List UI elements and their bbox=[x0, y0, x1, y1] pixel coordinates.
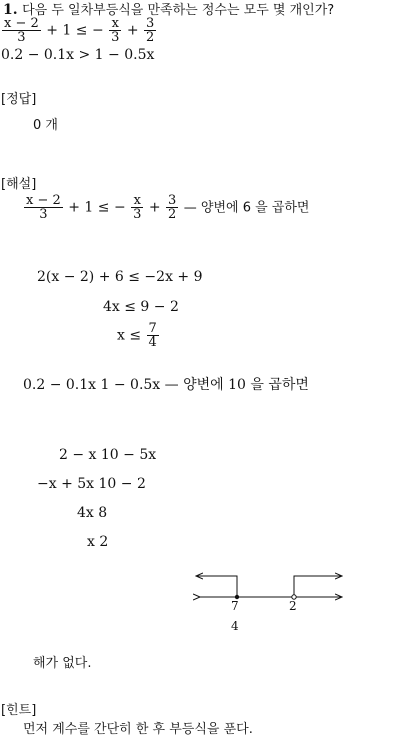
label-7-4 bbox=[231, 600, 239, 633]
fraction bbox=[24, 194, 63, 221]
answer-label: [정답] bbox=[1, 92, 37, 107]
numerator: x bbox=[131, 194, 143, 208]
numerator: x − 2 bbox=[26, 193, 61, 208]
solution-ray-right bbox=[294, 576, 342, 597]
problem-question: 다음 두 일차부등식을 만족하는 정수는 모두 몇 개인가? bbox=[22, 3, 335, 18]
denominator: 3 bbox=[111, 30, 120, 45]
inequality-2: 0.2 − 0.1x > 1 − 0.5x bbox=[1, 47, 155, 63]
solution-ray-left bbox=[196, 576, 237, 597]
operator-text: + bbox=[148, 199, 161, 216]
denominator: 3 bbox=[17, 30, 26, 45]
fraction bbox=[109, 17, 121, 44]
label-2: 2 bbox=[289, 599, 297, 613]
explanation-line-2: 0.2 − 0.1x 1 − 0.5x — 양변에 10 을 곱하면 bbox=[23, 377, 309, 393]
numerator: 7 bbox=[231, 599, 239, 613]
step-3 bbox=[117, 322, 160, 349]
problem-number: 1. bbox=[3, 2, 18, 18]
number-line bbox=[0, 565, 408, 655]
operator-text: + 1 ≤ − bbox=[46, 22, 104, 39]
step-5: −x + 5x 10 − 2 bbox=[37, 476, 146, 492]
denominator: 4 bbox=[231, 619, 239, 633]
operator-text: + bbox=[126, 22, 139, 39]
step-3-lhs: x ≤ bbox=[117, 327, 142, 344]
fraction bbox=[144, 17, 156, 44]
denominator: 3 bbox=[133, 207, 142, 222]
denominator: 3 bbox=[39, 207, 48, 222]
fraction bbox=[166, 194, 178, 221]
denominator: 4 bbox=[148, 335, 157, 350]
inequality-1 bbox=[1, 17, 157, 44]
explanation-label: [해설] bbox=[1, 177, 37, 192]
denominator: 2 bbox=[146, 30, 155, 45]
fraction bbox=[2, 17, 41, 44]
fraction bbox=[147, 322, 159, 349]
numerator: 3 bbox=[146, 16, 155, 31]
step-1: 2(x − 2) + 6 ≤ −2x + 9 bbox=[37, 269, 203, 285]
fraction bbox=[131, 194, 143, 221]
conclusion: 해가 없다. bbox=[33, 656, 92, 671]
denominator: 2 bbox=[168, 207, 177, 222]
numerator: x bbox=[109, 17, 121, 31]
step-6: 4x 8 bbox=[77, 505, 108, 521]
step-2: 4x ≤ 9 − 2 bbox=[103, 299, 179, 315]
explanation-line-1 bbox=[23, 194, 310, 221]
numerator: x − 2 bbox=[4, 16, 39, 31]
hint-text: 먼저 계수를 간단히 한 후 부등식을 푼다. bbox=[23, 722, 253, 737]
step-7: x 2 bbox=[87, 534, 109, 550]
numerator: 7 bbox=[148, 321, 157, 336]
numerator: 3 bbox=[168, 193, 177, 208]
answer-value: 0 개 bbox=[33, 118, 58, 133]
hint-label: [힌트] bbox=[1, 703, 37, 718]
operator-text: + 1 ≤ − bbox=[68, 199, 126, 216]
multiply-note: — 양변에 6 을 곱하면 bbox=[183, 200, 310, 216]
step-4: 2 − x 10 − 5x bbox=[59, 447, 157, 463]
